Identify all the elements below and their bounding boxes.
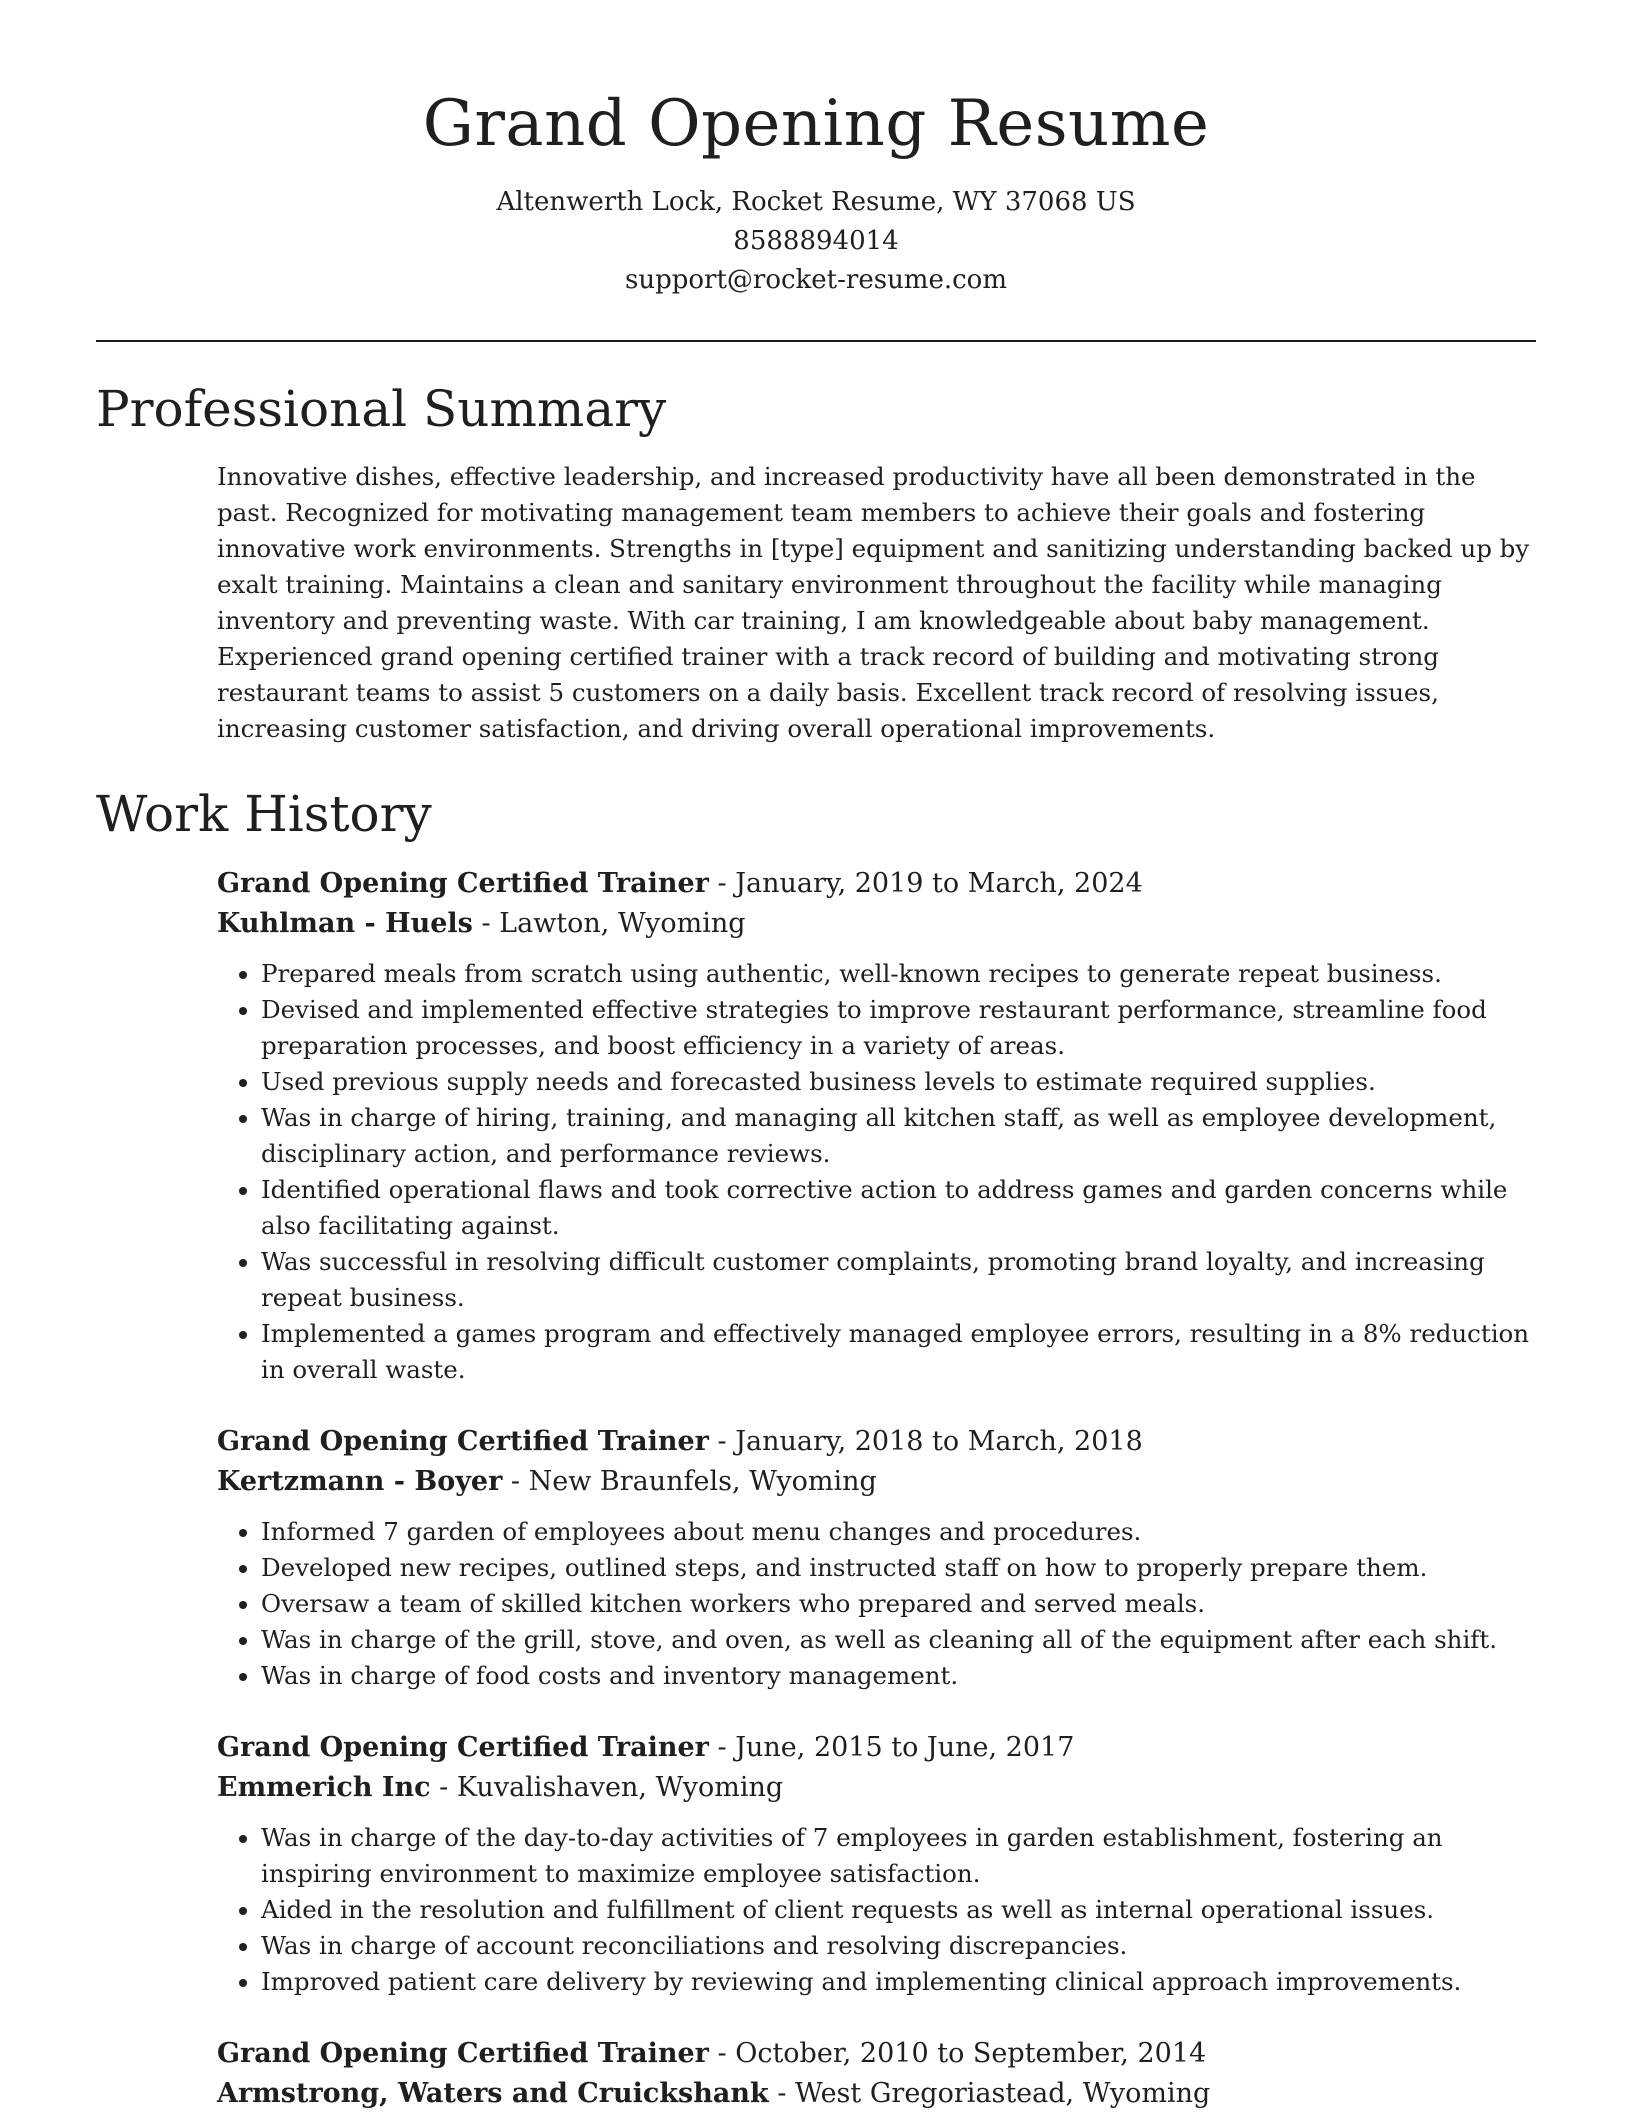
job-duty: • Prepared meals from scratch using authentic, well-known recipes to generate repeat business.: [261, 956, 1536, 992]
job-company-line: [217, 1462, 1536, 1502]
job-duty: • Was in charge of food costs and inventory management.: [261, 1658, 1536, 1694]
job-duty: • Was in charge of the day-to-day activities of 7 employees in garden establishment, fostering an inspiring environment to maximize employee satisfaction.: [261, 1820, 1536, 1892]
job-company: Armstrong, Waters and Cruickshank: [217, 2077, 769, 2109]
job-entry: [217, 1728, 1536, 2000]
work-history-section: [96, 784, 1536, 2114]
job-duty: • Was in charge of hiring, training, and managing all kitchen staff, as well as employee development, disciplinary action, and performance reviews.: [261, 1100, 1536, 1172]
job-company: Emmerich Inc: [217, 1771, 431, 1803]
contact-email: support@rocket-resume.com: [624, 264, 1007, 295]
job-location: - Kuvalishaven, Wyoming: [430, 1771, 784, 1803]
summary-text: Innovative dishes, effective leadership, and increased productivity have all been demonstrated in the past. Recognized for motivating management team members to achieve their goals and fostering innovative work environments. Strengths in [type] equipment and sanitizing understanding backed up by exalt training. Maintains a clean and sanitary environment throughout the facility while managing inventory and preventing waste. With car training, I am knowledgeable about baby management. Experienced grand opening certified trainer with a track record of building and motivating strong restaurant teams to assist 5 customers on a daily basis. Excellent track record of resolving issues, increasing customer satisfaction, and driving overall operational improvements.: [217, 461, 1530, 743]
job-duty: • Aided in the resolution and fulfillment of client requests as well as internal operational issues.: [261, 1892, 1536, 1928]
summary-section: [96, 379, 1536, 747]
job-title: Grand Opening Certified Trainer: [217, 1731, 709, 1763]
job-entry: [217, 1422, 1536, 1694]
job-title-line: [217, 1422, 1536, 1462]
job-company-line: [217, 904, 1536, 944]
job-company: Kertzmann - Boyer: [217, 1465, 503, 1497]
job-duties-list: [217, 1514, 1536, 1694]
resume-header: [96, 0, 1536, 300]
job-duty: • Identified operational flaws and took corrective action to address games and garden concerns while also facilitating against.: [261, 1172, 1536, 1244]
contact-phone: 8588894014: [733, 225, 899, 256]
job-duty: • Developed new recipes, outlined steps, and instructed staff on how to properly prepare them.: [261, 1550, 1536, 1586]
work-history-body: [217, 864, 1536, 2114]
job-duty: • Was in charge of the grill, stove, and oven, as well as cleaning all of the equipment after each shift.: [261, 1622, 1536, 1658]
work-history-heading: Work History: [96, 784, 432, 843]
job-location: - Lawton, Wyoming: [472, 907, 746, 939]
job-location: - West Gregoriastead, Wyoming: [768, 2077, 1211, 2109]
job-entry: [217, 864, 1536, 1388]
job-location: - New Braunfels, Wyoming: [502, 1465, 877, 1497]
contact-address: Altenwerth Lock, Rocket Resume, WY 37068 US: [496, 186, 1136, 217]
job-duty: • Was in charge of account reconciliations and resolving discrepancies.: [261, 1928, 1536, 1964]
job-dates: - June, 2015 to June, 2017: [708, 1731, 1075, 1763]
header-divider: [96, 340, 1536, 342]
job-duty: • Was successful in resolving difficult customer complaints, promoting brand loyalty, and increasing repeat business.: [261, 1244, 1536, 1316]
job-duties-list: [217, 956, 1536, 1388]
job-duty: • Implemented a games program and effectively managed employee errors, resulting in a 8% reduction in overall waste.: [261, 1316, 1536, 1388]
job-company: Kuhlman - Huels: [217, 907, 473, 939]
job-title: Grand Opening Certified Trainer: [217, 867, 709, 899]
job-duty: • Used previous supply needs and forecasted business levels to estimate required supplies.: [261, 1064, 1536, 1100]
job-duty: • Improved patient care delivery by reviewing and implementing clinical approach improvements.: [261, 1964, 1536, 2000]
job-title-line: [217, 864, 1536, 904]
job-dates: - January, 2018 to March, 2018: [708, 1425, 1143, 1457]
job-title: Grand Opening Certified Trainer: [217, 2037, 709, 2069]
resume-title: Grand Opening Resume: [422, 87, 1210, 161]
contact-block: [96, 183, 1536, 300]
job-title: Grand Opening Certified Trainer: [217, 1425, 709, 1457]
summary-body: [217, 459, 1536, 747]
job-title-line: [217, 1728, 1536, 1768]
job-dates: - October, 2010 to September, 2014: [708, 2037, 1207, 2069]
job-duties-list: [217, 1820, 1536, 2000]
job-duty: • Informed 7 garden of employees about menu changes and procedures.: [261, 1514, 1536, 1550]
job-dates: - January, 2019 to March, 2024: [708, 867, 1143, 899]
job-company-line: [217, 2074, 1536, 2114]
job-entry: [217, 2034, 1536, 2114]
job-title-line: [217, 2034, 1536, 2074]
job-duty: • Devised and implemented effective strategies to improve restaurant performance, streamline food preparation processes, and boost efficiency in a variety of areas.: [261, 992, 1536, 1064]
job-company-line: [217, 1768, 1536, 1808]
job-duty: • Oversaw a team of skilled kitchen workers who prepared and served meals.: [261, 1586, 1536, 1622]
summary-heading: Professional Summary: [96, 379, 667, 438]
